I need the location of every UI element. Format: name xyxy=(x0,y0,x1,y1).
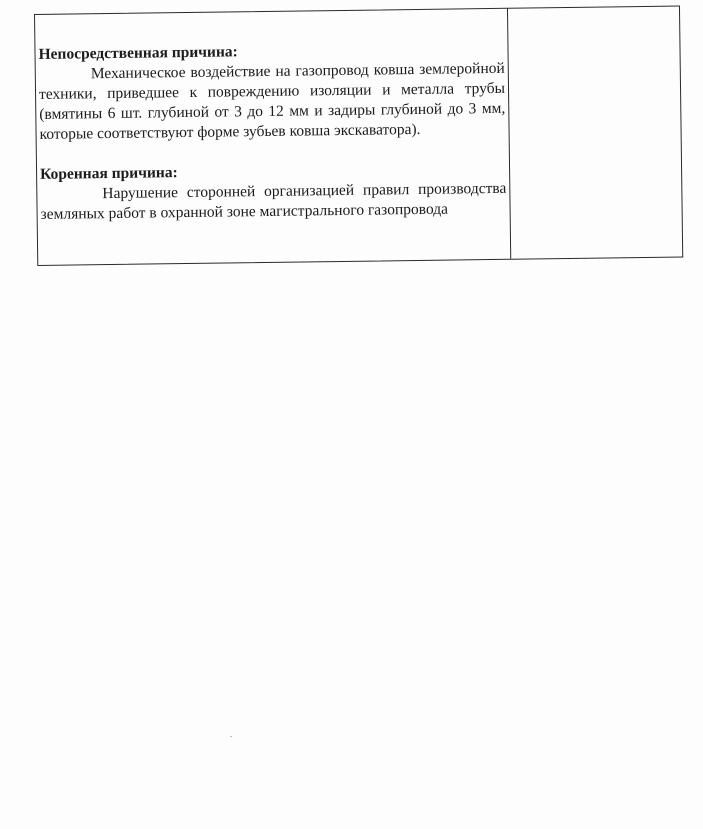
empty-side-cell xyxy=(508,6,683,260)
scan-speck xyxy=(230,736,232,737)
immediate-cause-text: Механическое воздействие на газопровод ковша землеройной техники, приведшее к повреждению изоляции и металла трубы (вмятины 6 шт. глубиной от 3 до 12 мм и задиры глубиной до 3 мм, которые соответствуют форме зубьев ковша экскаватора). xyxy=(38,59,506,143)
cause-description-cell xyxy=(34,8,511,266)
root-cause-text: Нарушение сторонней организацией правил производства земляных работ в охранной зоне магистрального газопровода xyxy=(40,179,507,223)
immediate-cause-heading: Непосредственная причина: xyxy=(38,43,238,63)
root-cause-heading: Коренная причина: xyxy=(39,164,178,183)
cause-table xyxy=(34,6,683,268)
cause-content xyxy=(38,39,506,225)
